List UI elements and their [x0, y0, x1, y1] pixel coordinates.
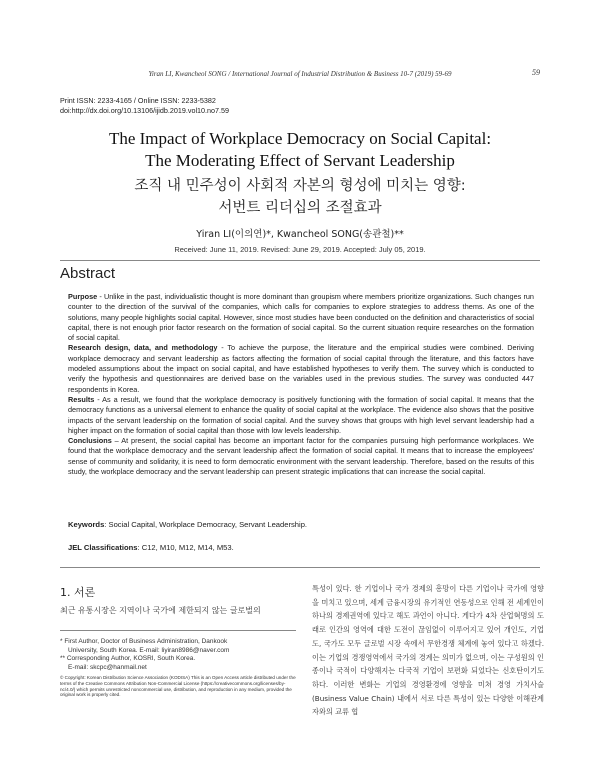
footnote-divider: [60, 630, 296, 631]
divider-top: [60, 260, 540, 261]
footnote-first-author-cont: University, South Korea. E-mail: liyiran8986@naver.com: [68, 646, 230, 654]
results-label: Results: [68, 394, 95, 404]
right-column-paragraph: 특성이 있다. 한 기업이나 국가 경제의 흥망이 다른 기업이나 국가에 영향을 미치고 있으며, 세계 금융시장의 유기적인 연동성으로 인해 전 세계인이 하나의 경제권역에 있다고 해도 과언이 아니다. 게다가 4차 산업혁명의 도래로 인간의 영역에 대한 도전이 끊임없이 이루어지고 있어 개인도, 기업도, 국가도 모두 글로벌 시장 속에서 무한경쟁 체계에 놓여 있다고 하겠다. 이는 기업의 경쟁영역에서 국가의 경계는 의미가 없으며, 이는 구성원의 인종이나 국적이 다양해지는 다국적 기업이 보편화 되었다는 신호탄이기도 하다. 이러한 변화는 기업의 경영환경에 영향을 미쳐 경영 가치사슬(Business Value Chain) 내에서 서로 다른 특성이 있는 다양한 이해관계자와의 교류 협: [312, 584, 544, 717]
doi-line: doi:http://dx.doi.org/10.13106/ijidb.2019.vol10.no7.59: [60, 105, 230, 115]
jel-label: JEL Classifications: [68, 543, 138, 552]
korean-title-line-2: 서번트 리더십의 조절효과: [218, 200, 382, 216]
abstract-heading: Abstract: [60, 265, 116, 282]
issn-block: [60, 96, 229, 115]
conclusions-text: – At present, the social capital has become an important factor for the companies pursuing high performance workplaces. We found that the workplace democracy and the servant leadership affect the formation of social capital. It means that to increase the employees' sense of community and solidarity, it is need to form democratic environment with the servant leadership. Therefore, based on the results of this study, the workplace democracy and the servant leadership can present strategic implications that can increase the social capital.: [68, 436, 534, 477]
intro-paragraph: 최근 유통시장은 지역이나 국가에 제한되지 않는 글로벌의: [60, 606, 261, 615]
copyright-notice: © Copyright: Korean Distribution Science Association (KODISA) This is an Open Access article distributed under the terms of the Creative Commons Attribution Non-Commercial License (https://creativecommons.org/licenses/by-nc/4.0/) which permits unrestricted noncommercial use, distribution, and reproduction in any medium, provided the original work is properly cited.: [60, 675, 296, 698]
paper-title-korean: [0, 175, 600, 219]
abstract-results: [68, 395, 534, 436]
section-heading-introduction: 1. 서론: [60, 586, 96, 599]
abstract-design: [68, 343, 534, 394]
footnote-corresponding-author-cont: E-mail: skcpc@hanmail.net: [68, 663, 147, 671]
jel-text: : C12, M10, M12, M14, M53.: [137, 543, 234, 552]
abstract-conclusions: [68, 436, 534, 477]
keywords: [68, 520, 307, 529]
abstract-body: [68, 292, 534, 477]
divider-bottom: [60, 567, 540, 568]
keywords-text: : Social Capital, Workplace Democracy, Servant Leadership.: [104, 520, 308, 529]
received-dates: Received: June 11, 2019. Revised: June 29, 2019. Accepted: July 05, 2019.: [174, 245, 426, 254]
title-line-2: The Moderating Effect of Servant Leadership: [145, 151, 455, 170]
purpose-text: - Unlike in the past, individualistic thought is more dominant than groupism where members prioritize organizations. Such changes run counter to the direction of the survival of the companies, which calls for companies to explore strategies to address thems. As one of the solutions, many people highlights social capital. However, since most studies have been conducted on the definition and characteristics of social capital, there is not enough prior factor research on the formation of social capital. So the current situation require researches on the formation of social capital.: [68, 292, 534, 343]
right-column-body: [312, 582, 544, 719]
results-text: - As a result, we found that the workplace democracy is positively functioning with the formation of social capital. It means that the democracy functions as a universal element to enhance the quality of social capital at the workplace. The evidence also shows that the positive impacts of the servant leadership on the formation of social capital. And the survey shows that groups with high level servant leadership had a higher impact on the formation of social capital than those with low levels leadership.: [68, 394, 534, 435]
design-text: - To achieve the purpose, the literature and the empirical studies were combined. Deriving workplace democracy and servant leadership as factors affecting the formation of social capital through the literature, and this factors have modeled assumptions about the impact on social capital, and have established hypotheses to verify them. The survey which is conducted to verify the hypothesis and questionnaires are derived base on the variables used in the previous studies. The survey was conducted 447 respondents in Korea.: [68, 343, 534, 394]
abstract-purpose: [68, 292, 534, 343]
title-line-1: The Impact of Workplace Democracy on Social Capital:: [108, 129, 492, 148]
paper-title: [0, 128, 600, 172]
running-head: Yiran LI, Kwancheol SONG / International Journal of Industrial Distribution & Business 10-7 (2019) 59-69: [148, 70, 452, 78]
footnote-corresponding-author: ** Corresponding Author, KOSRI, South Korea.: [60, 655, 196, 663]
keywords-label: Keywords: [68, 520, 105, 529]
issn-line: Print ISSN: 2233-4165 / Online ISSN: 2233-5382: [60, 96, 216, 105]
purpose-label: Purpose: [68, 292, 98, 301]
footnote-first-author: * First Author, Doctor of Business Administration, Dankook: [60, 638, 228, 645]
conclusions-label: Conclusions: [68, 436, 112, 446]
authors: Yiran LI(이의연)*, Kwancheol SONG(송관철)**: [196, 229, 404, 240]
footnotes: [60, 638, 296, 698]
design-label: Research design, data, and methodology: [68, 343, 218, 353]
korean-title-line-1: 조직 내 민주성이 사회적 자본의 형성에 미치는 영향:: [134, 178, 466, 194]
page-number: 59: [532, 68, 540, 77]
jel-classifications: [68, 543, 234, 552]
